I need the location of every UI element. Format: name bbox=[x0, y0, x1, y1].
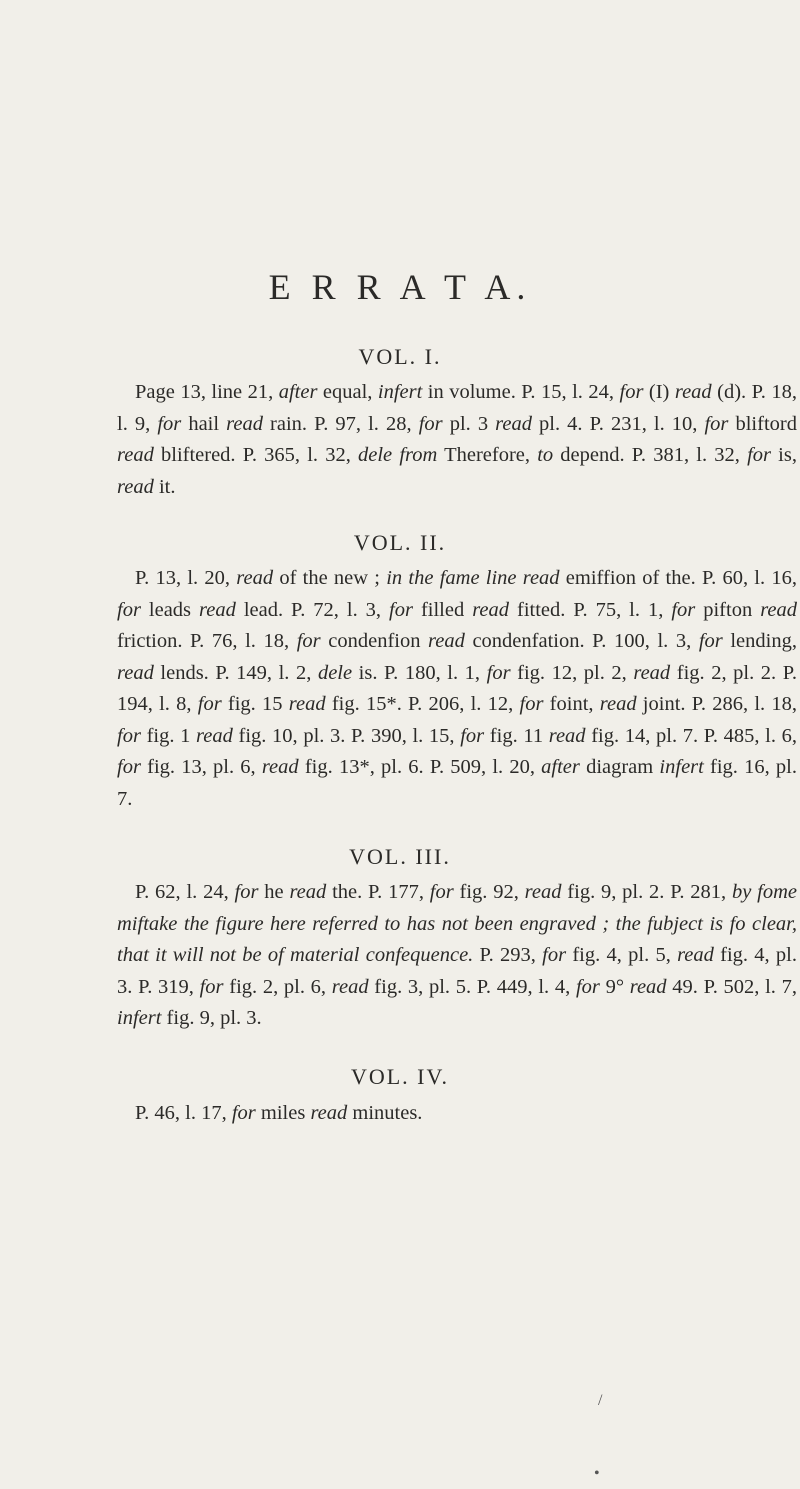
italic-text-segment: to bbox=[537, 444, 554, 466]
italic-text-segment: for bbox=[698, 630, 723, 652]
italic-text-segment: for bbox=[197, 693, 222, 715]
text-segment: is. P. 180, l. 1, bbox=[352, 661, 487, 684]
text-segment: fig. 15*. P. 206, l. 12, bbox=[325, 693, 520, 715]
text-segment: fitted. P. 75, l. 1, bbox=[509, 598, 672, 621]
text-segment: foint, bbox=[543, 693, 600, 715]
text-segment: (I) bbox=[643, 381, 675, 403]
section-heading-vol-2: VOL. II. bbox=[353, 530, 447, 555]
text-segment: he bbox=[258, 881, 290, 903]
italic-text-segment: infert bbox=[117, 1007, 162, 1029]
text-segment: leads bbox=[140, 598, 200, 621]
section-heading-vol-1: VOL. I. bbox=[358, 344, 442, 369]
text-segment: fig. 2, pl. 2. P. 194, l. 8, bbox=[117, 661, 797, 715]
italic-text-segment: for bbox=[542, 944, 567, 966]
text-segment: is, bbox=[771, 444, 797, 466]
text-segment: fig. 11 bbox=[484, 724, 549, 747]
text-segment: of the new ; bbox=[273, 567, 387, 589]
text-segment: joint. P. 286, l. 18, bbox=[636, 693, 797, 715]
stray-mark: • bbox=[594, 1465, 600, 1482]
text-segment: fig. 12, pl. 2, bbox=[510, 661, 634, 684]
section-heading-vol-3: VOL. III. bbox=[349, 844, 451, 869]
text-segment: lends. P. 149, l. 2, bbox=[153, 661, 318, 684]
italic-text-segment: read bbox=[196, 724, 233, 747]
text-segment: hail bbox=[181, 412, 227, 435]
text-segment: pifton bbox=[695, 598, 761, 621]
text-segment: fig. 4, pl. 5, bbox=[566, 944, 678, 966]
italic-text-segment: read bbox=[524, 881, 562, 903]
italic-text-segment: read bbox=[760, 598, 798, 621]
italic-text-segment: for bbox=[619, 381, 644, 403]
italic-text-segment: dele from bbox=[358, 444, 438, 466]
section-heading-vol-4: VOL. IV. bbox=[350, 1064, 450, 1089]
text-segment: P. 13, l. 20, bbox=[135, 567, 237, 589]
italic-text-segment: read bbox=[236, 567, 274, 589]
text-segment: fig. 10, pl. 3. P. 390, l. 15, bbox=[232, 724, 461, 747]
text-segment: diagram bbox=[579, 756, 660, 778]
text-segment: in volume. P. 15, l. 24, bbox=[422, 381, 620, 403]
italic-text-segment: read bbox=[288, 693, 326, 715]
italic-text-segment: for bbox=[199, 975, 224, 998]
section-text-vol-2 bbox=[117, 563, 797, 815]
text-segment: fig. 13, pl. 6, bbox=[140, 756, 262, 778]
italic-text-segment: infert bbox=[659, 756, 704, 778]
italic-text-segment: read bbox=[117, 475, 154, 498]
text-segment: lending, bbox=[722, 630, 797, 652]
italic-text-segment: read bbox=[331, 975, 369, 998]
text-segment: fig. 16, pl. 7. bbox=[117, 756, 797, 810]
italic-text-segment: for bbox=[575, 975, 600, 998]
italic-text-segment: for bbox=[747, 444, 772, 466]
text-segment: fig. 92, bbox=[453, 881, 525, 903]
italic-text-segment: for bbox=[117, 756, 141, 778]
text-segment: fig. 4, pl. 3. P. 319, bbox=[117, 944, 797, 998]
italic-text-segment: read bbox=[117, 444, 154, 466]
text-segment: 9° bbox=[599, 975, 630, 998]
text-segment: fig. 9, pl. 3. bbox=[161, 1007, 262, 1029]
italic-text-segment: for bbox=[460, 724, 485, 747]
italic-text-segment: for bbox=[671, 598, 696, 621]
text-segment: emiffion of the. P. 60, l. 16, bbox=[559, 567, 797, 589]
text-segment: P. 293, bbox=[473, 944, 543, 966]
text-segment: fig. 2, pl. 6, bbox=[223, 975, 332, 998]
italic-text-segment: after bbox=[541, 756, 580, 778]
italic-text-segment: by fome miftake the figure here referred to has not been engraved ; the fubject is fo clear, that it will not be of material confequence. bbox=[117, 881, 797, 966]
italic-text-segment: read bbox=[226, 412, 263, 435]
italic-text-segment: read bbox=[633, 661, 671, 684]
text-segment: pl. 3 bbox=[442, 412, 496, 435]
stray-mark: / bbox=[598, 1392, 603, 1409]
text-segment: fig. 14, pl. 7. P. 485, l. 6, bbox=[585, 724, 798, 747]
text-segment: Page 13, line 21, bbox=[135, 381, 279, 403]
italic-text-segment: for bbox=[117, 598, 141, 621]
text-segment: minutes. bbox=[347, 1102, 423, 1124]
text-segment: depend. P. 381, l. 32, bbox=[553, 444, 748, 466]
italic-text-segment: for bbox=[704, 412, 729, 435]
italic-text-segment: infert bbox=[377, 381, 423, 403]
text-segment: condenfion bbox=[320, 630, 429, 652]
italic-text-segment: after bbox=[278, 381, 318, 403]
text-segment: pl. 4. P. 231, l. 10, bbox=[531, 412, 705, 435]
text-segment: (d). P. 18, l. 9, bbox=[117, 381, 797, 435]
italic-text-segment: read bbox=[310, 1102, 348, 1124]
text-segment: friction. P. 76, l. 18, bbox=[117, 630, 297, 652]
italic-text-segment: for bbox=[389, 598, 413, 621]
text-segment: miles bbox=[255, 1102, 311, 1124]
section-text-vol-4 bbox=[117, 1098, 797, 1130]
text-segment: fig. 13*, pl. 6. P. 509, l. 20, bbox=[298, 756, 542, 778]
text-segment: P. 46, l. 17, bbox=[135, 1102, 232, 1124]
italic-text-segment: dele bbox=[317, 661, 353, 684]
italic-text-segment: for bbox=[519, 693, 544, 715]
italic-text-segment: read bbox=[261, 756, 299, 778]
page-title: E R R A T A. bbox=[268, 267, 532, 307]
italic-text-segment: read bbox=[674, 381, 712, 403]
italic-text-segment: read bbox=[495, 412, 532, 435]
text-segment: fig. 15 bbox=[221, 693, 289, 715]
italic-text-segment: read bbox=[472, 598, 510, 621]
italic-text-segment: read bbox=[548, 724, 586, 747]
text-segment: lead. P. 72, l. 3, bbox=[235, 598, 390, 621]
text-segment: fig. 9, pl. 2. P. 281, bbox=[561, 881, 732, 903]
text-segment: P. 62, l. 24, bbox=[135, 881, 235, 903]
italic-text-segment: read bbox=[117, 661, 154, 684]
italic-text-segment: for bbox=[117, 724, 141, 747]
italic-text-segment: for bbox=[231, 1102, 256, 1124]
italic-text-segment: read bbox=[629, 975, 667, 998]
text-segment: it. bbox=[153, 475, 176, 498]
text-segment: the. P. 177, bbox=[326, 881, 430, 903]
text-segment: filled bbox=[412, 598, 473, 621]
italic-text-segment: for bbox=[418, 412, 443, 435]
text-segment: rain. P. 97, l. 28, bbox=[262, 412, 419, 435]
text-segment: fig. 1 bbox=[140, 724, 197, 747]
italic-text-segment: read bbox=[677, 944, 714, 966]
section-text-vol-1 bbox=[117, 377, 797, 503]
text-segment: bliftered. P. 365, l. 32, bbox=[153, 444, 358, 466]
text-segment: fig. 3, pl. 5. P. 449, l. 4, bbox=[368, 975, 576, 998]
text-segment: bliftord bbox=[728, 412, 797, 435]
italic-text-segment: read bbox=[289, 881, 327, 903]
text-segment: equal, bbox=[317, 381, 378, 403]
section-text-vol-3 bbox=[117, 877, 797, 1035]
italic-text-segment: read bbox=[599, 693, 637, 715]
italic-text-segment: read bbox=[428, 630, 465, 652]
text-segment: Therefore, bbox=[437, 444, 538, 466]
italic-text-segment: for bbox=[429, 881, 454, 903]
italic-text-segment: read bbox=[199, 598, 236, 621]
text-segment: 49. P. 502, l. 7, bbox=[666, 975, 798, 998]
italic-text-segment: for bbox=[486, 661, 511, 684]
italic-text-segment: in the fame line read bbox=[386, 567, 560, 589]
italic-text-segment: for bbox=[157, 412, 182, 435]
text-segment: condenfation. P. 100, l. 3, bbox=[464, 630, 699, 652]
italic-text-segment: for bbox=[296, 630, 321, 652]
italic-text-segment: for bbox=[234, 881, 259, 903]
